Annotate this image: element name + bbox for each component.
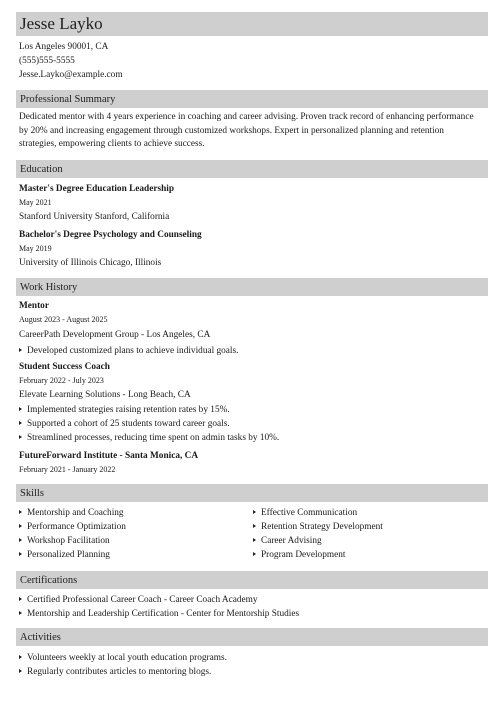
degree-title: Bachelor's Degree Psychology and Counseling — [19, 230, 202, 240]
bullet-icon — [253, 510, 256, 514]
bullet-icon — [19, 348, 22, 352]
job-title: Student Success Coach — [19, 362, 110, 372]
skill-item: Personalized Planning — [19, 549, 110, 561]
bullet-icon — [253, 538, 256, 542]
summary-line: by 20% and increasing engagement through customized workshops. Expert in personalized planning and retention — [19, 125, 444, 136]
bullet-icon — [19, 407, 22, 411]
summary-heading: Professional Summary — [20, 93, 116, 105]
school-name: Stanford University Stanford, California — [19, 212, 170, 222]
job-dates: February 2022 - July 2023 — [19, 376, 104, 385]
skills-heading: Skills — [20, 487, 44, 499]
bullet-icon — [19, 611, 22, 615]
activity-item: Regularly contributes articles to mentoring blogs. — [19, 666, 211, 678]
skill-item: Performance Optimization — [19, 521, 126, 533]
skill-item: Program Development — [253, 549, 345, 561]
contact-email[interactable]: Jesse.Layko@example.com — [19, 70, 123, 80]
school-name: University of Illinois Chicago, Illinois — [19, 258, 162, 268]
name-header — [16, 12, 488, 36]
bullet-icon — [19, 435, 22, 439]
bullet-icon — [19, 669, 22, 673]
bullet-icon — [19, 552, 22, 556]
job-company: CareerPath Development Group - Los Angeles, CA — [19, 330, 211, 340]
bullet-icon — [19, 421, 22, 425]
contact-address: Los Angeles 90001, CA — [19, 42, 109, 52]
skill-item: Career Advising — [253, 535, 322, 547]
bullet-icon — [253, 524, 256, 528]
bullet-icon — [19, 597, 22, 601]
job-bullet: Developed customized plans to achieve individual goals. — [19, 345, 238, 357]
skill-item: Mentorship and Coaching — [19, 507, 124, 519]
bullet-icon — [19, 524, 22, 528]
job-dates: August 2023 - August 2025 — [19, 315, 108, 324]
bullet-icon — [19, 538, 22, 542]
contact-phone: (555)555-5555 — [19, 56, 75, 66]
bullet-icon — [19, 510, 22, 514]
job-bullet: Implemented strategies raising retention rates by 15%. — [19, 404, 230, 416]
certification-item: Mentorship and Leadership Certification - Center for Mentorship Studies — [19, 608, 299, 620]
summary-text — [19, 111, 485, 152]
candidate-name: Jesse Layko — [20, 14, 103, 33]
work-heading: Work History — [20, 281, 78, 293]
certifications-heading-bar — [16, 571, 488, 589]
degree-date: May 2019 — [19, 244, 52, 253]
degree-date: May 2021 — [19, 198, 52, 207]
job-title: FutureForward Institute - Santa Monica, CA — [19, 451, 199, 461]
job-bullet: Streamlined processes, reducing time spent on admin tasks by 10%. — [19, 432, 279, 444]
summary-heading-bar — [16, 90, 488, 108]
certification-item: Certified Professional Career Coach - Career Coach Academy — [19, 594, 258, 606]
skill-item: Retention Strategy Development — [253, 521, 383, 533]
skills-heading-bar — [16, 484, 488, 502]
education-heading-bar — [16, 160, 488, 178]
education-heading: Education — [20, 163, 63, 175]
job-dates: February 2021 - January 2022 — [19, 465, 116, 474]
bullet-icon — [19, 655, 22, 659]
summary-line: strategies, empowering clients to achieve success. — [19, 139, 205, 149]
job-bullet: Supported a cohort of 25 students toward career goals. — [19, 418, 230, 430]
activities-heading: Activities — [20, 631, 61, 643]
job-title: Mentor — [19, 301, 49, 311]
job-company: Elevate Learning Solutions - Long Beach, CA — [19, 390, 191, 400]
degree-title: Master's Degree Education Leadership — [19, 184, 175, 194]
certifications-heading: Certifications — [20, 574, 78, 586]
summary-line: Dedicated mentor with 4 years experience in coaching and career advising. Proven track record of enhancing performance — [19, 112, 474, 122]
activity-item: Volunteers weekly at local youth education programs. — [19, 652, 227, 664]
skill-item: Workshop Facilitation — [19, 535, 110, 547]
skill-item: Effective Communication — [253, 507, 357, 519]
bullet-icon — [253, 552, 256, 556]
work-heading-bar — [16, 278, 488, 296]
activities-heading-bar — [16, 628, 488, 646]
